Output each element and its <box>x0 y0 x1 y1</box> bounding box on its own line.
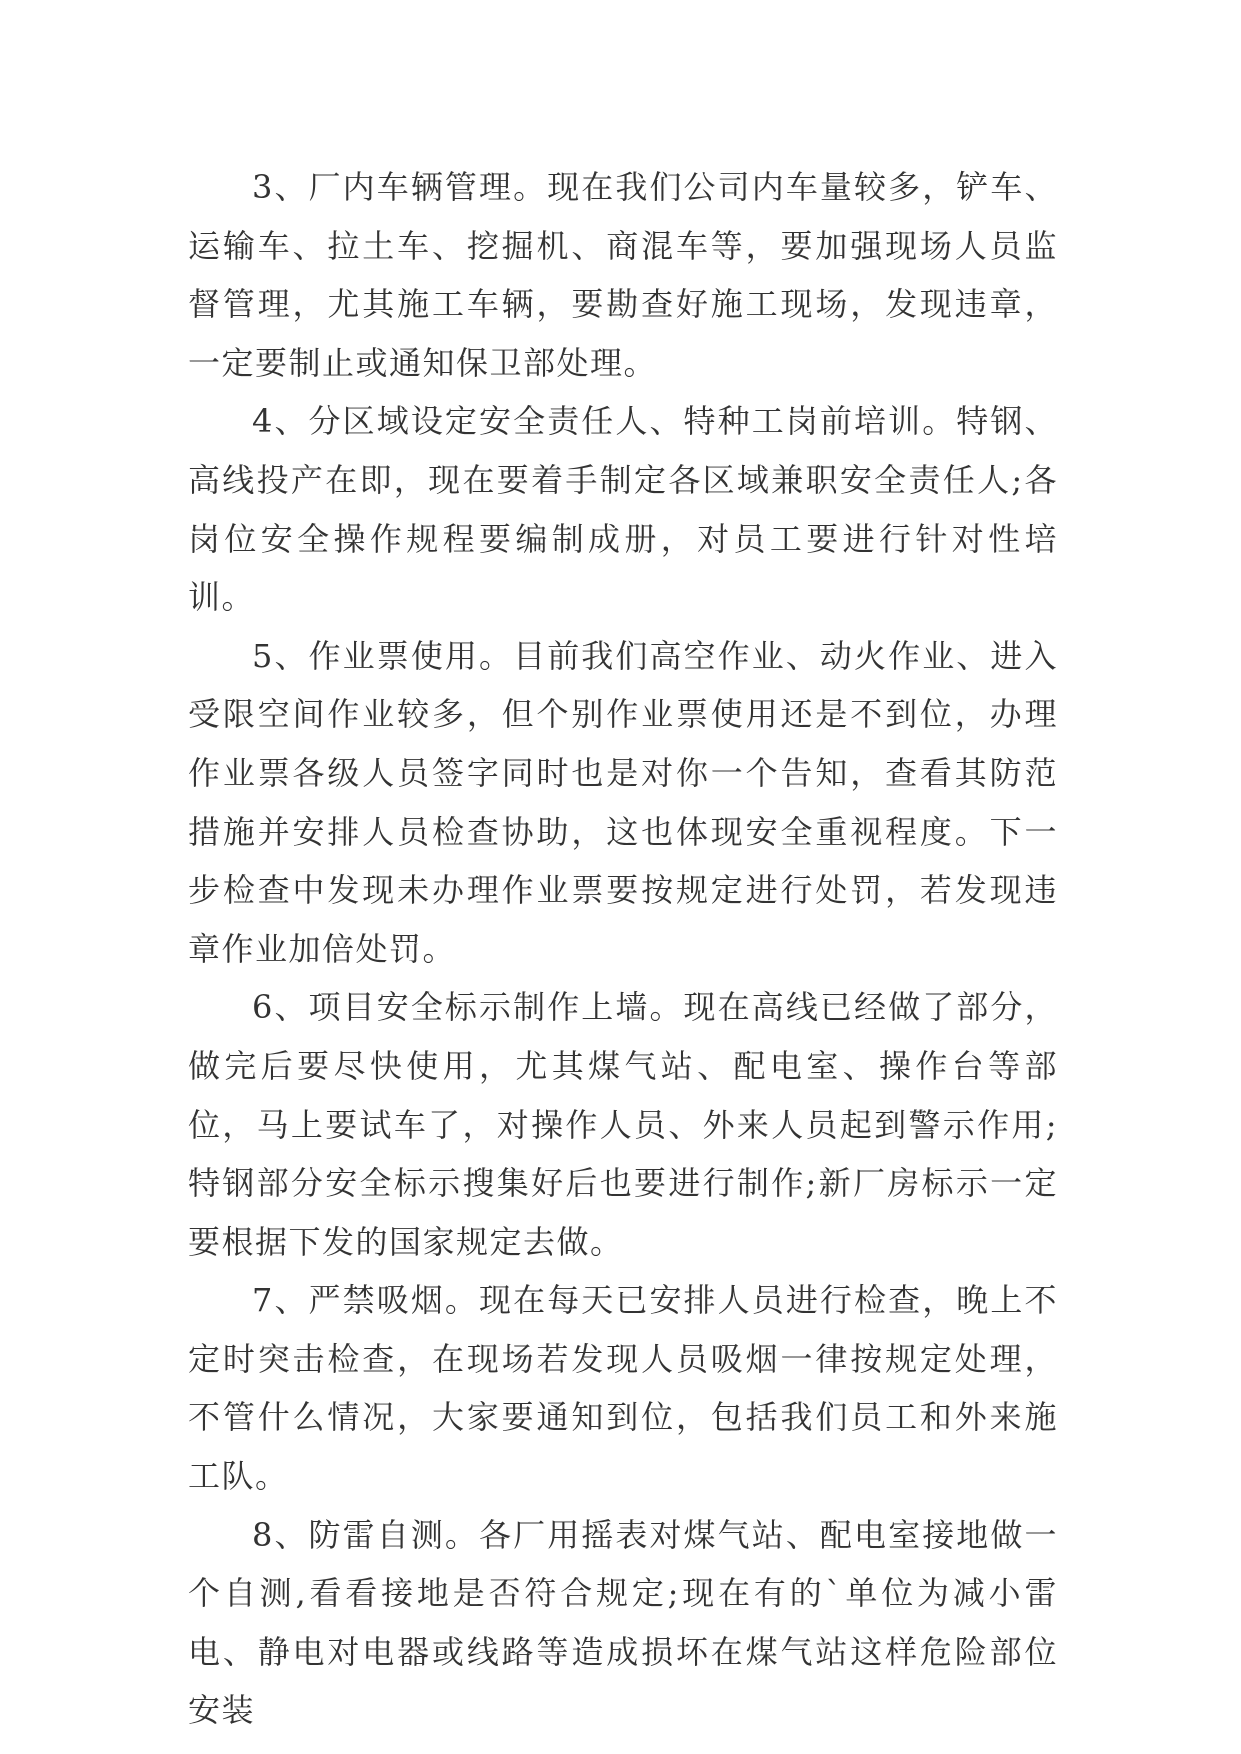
paragraph-safety-signage: 6、项目安全标示制作上墙。现在高线已经做了部分，做完后要尽快使用，尤其煤气站、配电室、操作台等部位，马上要试车了，对操作人员、外来人员起到警示作用;特钢部分安全标示搜集好后也要进行制作;新厂房标示一定要根据下发的国家规定去做。 <box>188 988 1058 1261</box>
paragraph-vehicle-management: 3、厂内车辆管理。现在我们公司内车量较多，铲车、运输车、拉土车、挖掘机、商混车等，要加强现场人员监督管理，尤其施工车辆，要勘查好施工现场，发现违章，一定要制止或通知保卫部处理。 <box>188 168 1058 382</box>
paragraph-safety-responsibility-training: 4、分区域设定安全责任人、特种工岗前培训。特钢、高线投产在即，现在要着手制定各区域兼职安全责任人;各岗位安全操作规程要编制成册，对员工要进行针对性培训。 <box>188 402 1058 617</box>
document-body <box>188 158 1058 1740</box>
paragraph-lightning-protection: 8、防雷自测。各厂用摇表对煤气站、配电室接地做一个自测,看看接地是否符合规定;现在有的`单位为减小雷电、静电对电器或线路等造成损坏在煤气站这样危险部位安装 <box>188 1515 1058 1730</box>
paragraph-no-smoking: 7、严禁吸烟。现在每天已安排人员进行检查，晚上不定时突击检查，在现场若发现人员吸烟一律按规定处理，不管什么情况，大家要通知到位，包括我们员工和外来施工队。 <box>188 1281 1058 1496</box>
paragraph-work-permit: 5、作业票使用。目前我们高空作业、动火作业、进入受限空间作业较多，但个别作业票使用还是不到位，办理作业票各级人员签字同时也是对你一个告知，查看其防范措施并安排人员检查协助，这也体现安全重视程度。下一步检查中发现未办理作业票要按规定进行处罚，若发现违章作业加倍处罚。 <box>188 636 1058 968</box>
